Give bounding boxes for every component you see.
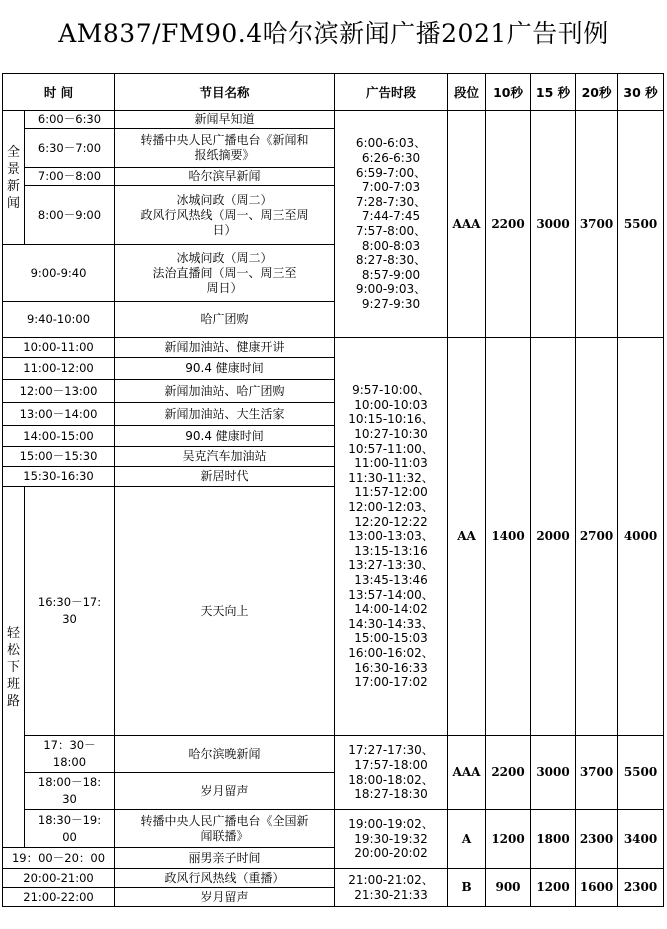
time-cell: [25, 487, 115, 736]
time-cell: 13:00－14:00: [3, 403, 115, 426]
slot-line: 10:15-10:16、: [348, 412, 434, 427]
slot-line: 7:28-7:30、: [355, 194, 427, 209]
slot-group-cell: [335, 869, 448, 907]
slot-line: 9:00-9:03、: [355, 282, 427, 297]
program-line: 新闻加油站、大生活家: [164, 406, 285, 421]
program-cell: [115, 869, 335, 888]
level-cell: B: [448, 869, 486, 907]
program-cell: [115, 129, 335, 168]
program-line: 哈尔滨晚新闻: [188, 746, 261, 761]
slot-line: 21:30-21:33: [354, 887, 428, 902]
section-label-quanjing: 全 景 新 闻: [3, 111, 25, 245]
slot-line: 10:00-10:03: [354, 397, 428, 412]
program-line: 新居时代: [200, 469, 249, 483]
slot-line: 17:57-18:00: [354, 757, 428, 772]
program-line: 法治直播间（周一、周三至: [152, 265, 297, 280]
header-15s: 15 秒: [531, 74, 576, 111]
time-cell: 19：00－20：00: [3, 848, 115, 869]
header-time: 时 间: [3, 74, 115, 111]
slot-line: 8:27-8:30、: [355, 253, 427, 268]
time-line: 16:30－17:: [37, 595, 102, 609]
time-line: 17：30－: [43, 738, 96, 752]
program-line: 政风行风热线（重播）: [164, 870, 285, 885]
time-cell: 12:00－13:00: [3, 380, 115, 403]
price-30s: 5500: [618, 111, 664, 338]
program-line: 丽男亲子时间: [188, 850, 261, 865]
program-line: 岁月留声: [200, 783, 249, 798]
price-30s: 4000: [618, 338, 664, 736]
header-level: 段位: [448, 74, 486, 111]
time-line: 18:30－19:: [37, 812, 102, 827]
header-row: [3, 74, 664, 111]
price-10s: 2200: [486, 111, 531, 338]
time-cell: [25, 773, 115, 810]
slot-line: 21:00-21:02、: [348, 872, 434, 887]
rate-card-table: [2, 73, 664, 907]
price-10s: 2200: [486, 736, 531, 810]
slot-line: 7:57-8:00、: [355, 224, 427, 238]
time-cell: [25, 736, 115, 773]
price-30s: 3400: [618, 810, 664, 869]
time-cell: 8:00－9:00: [25, 186, 115, 245]
time-cell: 9:00-9:40: [3, 245, 115, 302]
program-cell: [115, 338, 335, 358]
level-cell: AAA: [448, 736, 486, 810]
program-cell: [115, 111, 335, 129]
slot-line: 13:15-13:16: [354, 543, 428, 558]
slot-line: 13:57-14:00、: [348, 587, 434, 602]
slot-line: 6:00-6:03、: [355, 136, 427, 151]
program-line: 新闻加油站、健康开讲: [164, 340, 285, 354]
slot-line: 17:27-17:30、: [348, 743, 434, 758]
program-cell: [115, 186, 335, 245]
program-line: 日）: [212, 222, 237, 237]
slot-line: 14:30-14:33、: [348, 616, 434, 631]
program-line: 天天向上: [200, 603, 249, 618]
time-cell: 10:00-11:00: [3, 338, 115, 358]
program-line: 转播中央人民广播电台《新闻和: [140, 133, 309, 147]
program-cell: [115, 848, 335, 869]
program-cell: [115, 403, 335, 426]
program-line: 新闻加油站、哈广团购: [164, 383, 285, 398]
slot-group-cell: [335, 810, 448, 869]
slot-line: 19:30-19:32: [354, 831, 428, 846]
price-10s: 900: [486, 869, 531, 907]
program-cell: [115, 888, 335, 907]
price-30s: 5500: [618, 736, 664, 810]
slot-line: 6:26-6:30: [361, 151, 421, 166]
time-cell: 7:00－8:00: [25, 168, 115, 186]
level-cell: A: [448, 810, 486, 869]
program-cell: [115, 447, 335, 467]
slot-line: 13:27-13:30、: [348, 558, 434, 573]
slot-line: 18:00-18:02、: [348, 772, 434, 787]
program-line: 90.4 健康时间: [185, 428, 264, 443]
time-cell: 21:00-22:00: [3, 888, 115, 907]
price-20s: 2300: [576, 810, 618, 869]
price-20s: 1600: [576, 869, 618, 907]
slot-line: 10:27-10:30: [354, 427, 428, 442]
price-20s: 3700: [576, 736, 618, 810]
program-cell: [115, 245, 335, 302]
time-cell: 20:00-21:00: [3, 869, 115, 888]
program-line: 哈尔滨早新闻: [188, 169, 261, 183]
program-line: 吴克汽车加油站: [182, 449, 267, 463]
program-line: 报纸摘要》: [194, 148, 255, 162]
price-10s: 1400: [486, 338, 531, 736]
time-cell: 15:00－15:30: [3, 447, 115, 467]
time-line: 18:00－18:: [37, 775, 102, 789]
time-cell: 15:30-16:30: [3, 467, 115, 487]
price-30s: 2300: [618, 869, 664, 907]
time-cell: 9:40-10:00: [3, 302, 115, 338]
slot-line: 8:00-8:03: [361, 238, 421, 253]
header-ad-slot: 广告时段: [335, 74, 448, 111]
level-cell: AA: [448, 338, 486, 736]
program-cell: [115, 426, 335, 447]
slot-line: 20:00-20:02: [354, 846, 428, 861]
slot-line: 18:27-18:30: [354, 787, 428, 802]
price-20s: 3700: [576, 111, 618, 338]
slot-line: 9:27-9:30: [361, 296, 421, 311]
program-line: 冰城问政（周二）: [176, 250, 273, 265]
slot-line: 11:57-12:00: [354, 485, 428, 500]
section-label-qingsong: 轻 松 下 班 路: [3, 487, 25, 848]
slot-line: 14:00-14:02: [354, 602, 428, 617]
slot-group-cell: [335, 736, 448, 810]
program-cell: [115, 736, 335, 773]
header-program: 节目名称: [115, 74, 335, 111]
slot-line: 11:00-11:03: [354, 456, 428, 471]
program-cell: [115, 302, 335, 338]
program-cell: [115, 358, 335, 380]
slot-group-cell: [335, 338, 448, 736]
time-cell: 11:00-12:00: [3, 358, 115, 380]
slot-line: 13:45-13:46: [354, 572, 428, 587]
program-cell: [115, 810, 335, 848]
slot-line: 16:00-16:02、: [348, 645, 434, 660]
page-title: AM837/FM90.4哈尔滨新闻广播2021广告刊例: [58, 19, 609, 48]
program-line: 政风行风热线（周一、周三至周: [140, 207, 309, 222]
time-line: 30: [62, 792, 77, 806]
program-line: 闻联播》: [200, 828, 249, 843]
program-line: 周日）: [206, 280, 243, 295]
slot-line: 15:00-15:03: [354, 631, 428, 646]
program-line: 哈广团购: [200, 312, 249, 326]
program-line: 岁月留声: [200, 889, 249, 904]
price-15s: 2000: [531, 338, 576, 736]
slot-line: 12:00-12:03、: [348, 500, 434, 515]
time-line: 18:00: [52, 755, 87, 769]
program-cell: [115, 380, 335, 403]
price-10s: 1200: [486, 810, 531, 869]
header-20s: 20秒: [576, 74, 618, 111]
program-line: 转播中央人民广播电台《全国新: [140, 813, 309, 828]
slot-line: 8:57-9:00: [361, 267, 421, 282]
program-line: 90.4 健康时间: [185, 361, 264, 375]
program-cell: [115, 467, 335, 487]
slot-line: 10:57-11:00、: [348, 441, 434, 456]
time-line: 00: [62, 829, 77, 844]
program-line: 新闻早知道: [194, 112, 255, 126]
slot-line: 13:00-13:03、: [348, 529, 434, 544]
price-15s: 3000: [531, 111, 576, 338]
slot-line: 7:44-7:45: [361, 209, 421, 224]
slot-line: 12:20-12:22: [354, 514, 428, 529]
time-cell: 14:00-15:00: [3, 426, 115, 447]
slot-line: 6:59-7:00、: [355, 165, 427, 180]
price-20s: 2700: [576, 338, 618, 736]
slot-line: 11:30-11:32、: [348, 470, 434, 485]
slot-line: 17:00-17:02: [354, 675, 428, 690]
time-cell: 6:30－7:00: [25, 129, 115, 168]
header-30s: 30 秒: [618, 74, 664, 111]
slot-line: 19:00-19:02、: [348, 817, 434, 832]
program-cell: [115, 773, 335, 810]
program-line: 冰城问政（周二）: [176, 192, 273, 207]
time-line: 30: [62, 612, 77, 626]
price-15s: 1200: [531, 869, 576, 907]
header-10s: 10秒: [486, 74, 531, 111]
slot-line: 7:00-7:03: [361, 180, 421, 195]
slot-group-cell: [335, 111, 448, 338]
time-cell: 6:00－6:30: [25, 111, 115, 129]
program-cell: [115, 168, 335, 186]
slot-line: 9:57-10:00、: [352, 383, 430, 398]
price-15s: 1800: [531, 810, 576, 869]
program-cell: [115, 487, 335, 736]
slot-line: 16:30-16:33: [354, 660, 428, 675]
time-cell: [25, 810, 115, 848]
price-15s: 3000: [531, 736, 576, 810]
level-cell: AAA: [448, 111, 486, 338]
